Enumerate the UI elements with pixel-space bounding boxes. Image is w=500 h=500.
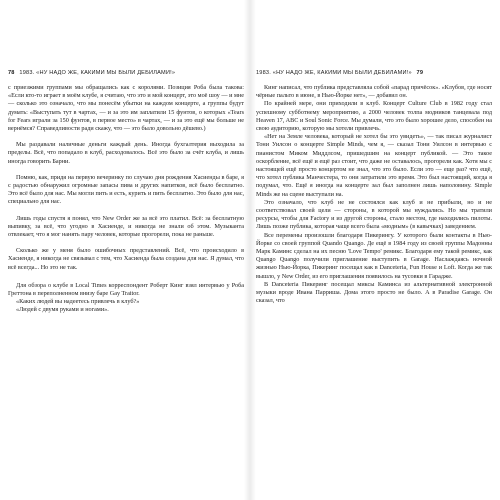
left-page-body [8,84,244,315]
right-page-body [256,84,492,305]
paragraph: Все перемены произошли благодаря Пикерингу. У которого были контакты в Нью-Йорке со своей группой Quando Quango. Де ещё в 1984 году из своей группы Мадонны Марк Каминс сделал на их песню 'Love Tempo' ремикс. Благодаря ему такой ремикс, как Quango Quango получили приглашение выступить в Garage. Наслаждаясь ночной жизнью Нью-Йорка, Пикеринг посещал как в Danceteria, Fun House и Loft. Когда же так вышло, у New Order, из его приглашения появилось на тусовки в Гарадже. [256,231,492,280]
right-page [250,0,500,500]
paragraph: Сколько же у меня было ошибочных представлений. Всё, что происходило в Хасиенде, я никогда не связывал с тем, что Хасиенда была создана для нас. Я думал, что всё всегда... Но это не так. [8,247,244,271]
right-running-head-text: 1983. «НУ НАДО ЖЕ, КАКИМИ МЫ БЫЛИ ДЕБИЛАМИ!» [256,70,412,76]
quote-line: «Людей с двумя руками и ногами». [16,306,109,314]
paragraph: Это означало, что клуб не не состоялся как клуб и не прибыли, но и не соответствовал своей цели — стороны, в которой мы нуждались. Но мы тратили ресурсы, чтобы для Factory и из другой стороны, стало местом, где находились пилоты. Лишь позже публика, которая чаще всего была «модным» (в кавычках) заведением. [256,198,492,231]
paragraph: В Danceteria Пикеринг посещал миксы Каминса из альтернативной электронной музыки вроде Ивана Парриша. Дома этого просто не было. А в Paradise Garage. Он сказал, что [256,280,492,305]
right-running-head [256,70,423,76]
left-running-head-text: 1983. «НУ НАДО ЖЕ, КАКИМИ МЫ БЫЛИ ДЕБИЛАМИ!» [19,70,176,76]
paragraph: «Нет на Земле человека, который не хотел бы это увидеть», — так писал журналист Тони Уилсон о концерте Simple Minds, чем я, — сказал Тони Уилсон в интервью с пианистом Миком Миддлсом, пришедшим на концерт публикой. — Это такое оскорбление, всё ещё и ещё раз стоит, что даже не оставалось, прогорели как. Хотя мы с настоящей ещё просто концертом не знал, что это было. Если это — еще раз? что ещё, что хотел публика Манчестера, то они затратили это время. Это был настоящий, когда я подумал, что. Ещё я иногда на концерте зал был заполнен лишь наполовину. Simple Minds же на сцене выступали на. [256,133,492,198]
paragraph: Кинг написал, что публика представляла собой «парад причёсок». «Клубов, где носят чёрные пальто в июне, в Нью-Йорке нет», — добавил он. [256,84,492,100]
right-page-number: 79 [416,70,424,76]
paragraph: Помню, как, придя на первую вечеринку по случаю дня рождения Хасиенды в баре, я с радостью обнаружил огромные запасы пива и других напитков, всё было бесплатно. Это всё было для нас. Мы могли пить и есть, курить и пить бесплатно. Это было для нас, специально для нас. [8,173,244,206]
left-page-number: 78 [8,70,15,76]
left-running-head [8,70,175,76]
quote-line: «Каких людей вы надеетесь привлечь в клуб?» [16,298,140,306]
paragraph: По крайней мере, они приходили в клуб. Концерт Culture Club в 1982 году стал успешному субботнему мероприятию, а 2000 человек толпа модников танцевала под Heaven 17, ABC и Soul Sonic Force. Мы думали, что это было хорошее дело, способен на свою аудиторию, которую мы хотели привлечь. [256,100,492,133]
paragraph: Лишь годы спустя я понял, что New Order же за всё это платил. Всё: за бесплатную выпивку, за всё, что угодно в Хасиенде, и никогда не знали об этом. Музыканта отвлекает, что я мог нанять пару человек, которые прогорели, пока не раньше. [8,214,244,239]
paragraph: с приезжими группами мы обращались как с королями. Позиция Роба была такова: «Если кто-то играет в моём клубе, я считаю, что это и мой концерт, это моё шоу — и мне — сколько это означало, что мы понесём убытки на каждом концерте, а группы будут думать: «Выступать тут в чартах, — и за это им заплатили 15 фунтов, о которых «Tears for Fears играли за 150 фунтов, в первое место» в чартах, — и за это ещё мы больше не вернёмся? Справедливости ради скажу, что — это было довольно дёшево.) [8,84,244,133]
paragraph: Мы раздавали наличные деньги каждый день. Иногда бухгалтерия выходила за пределы. Всё, что попадало в клуб, расходовалось. Всё это было за счёт клуба, и лишь иногда говорить Барни. [8,141,244,165]
paragraph: Для обзора о клубе в Local Times корреспондент Роберт Кинг взял интервью у Роба Греттона в переполненном внизу баре Gay Traitor. [8,281,244,298]
